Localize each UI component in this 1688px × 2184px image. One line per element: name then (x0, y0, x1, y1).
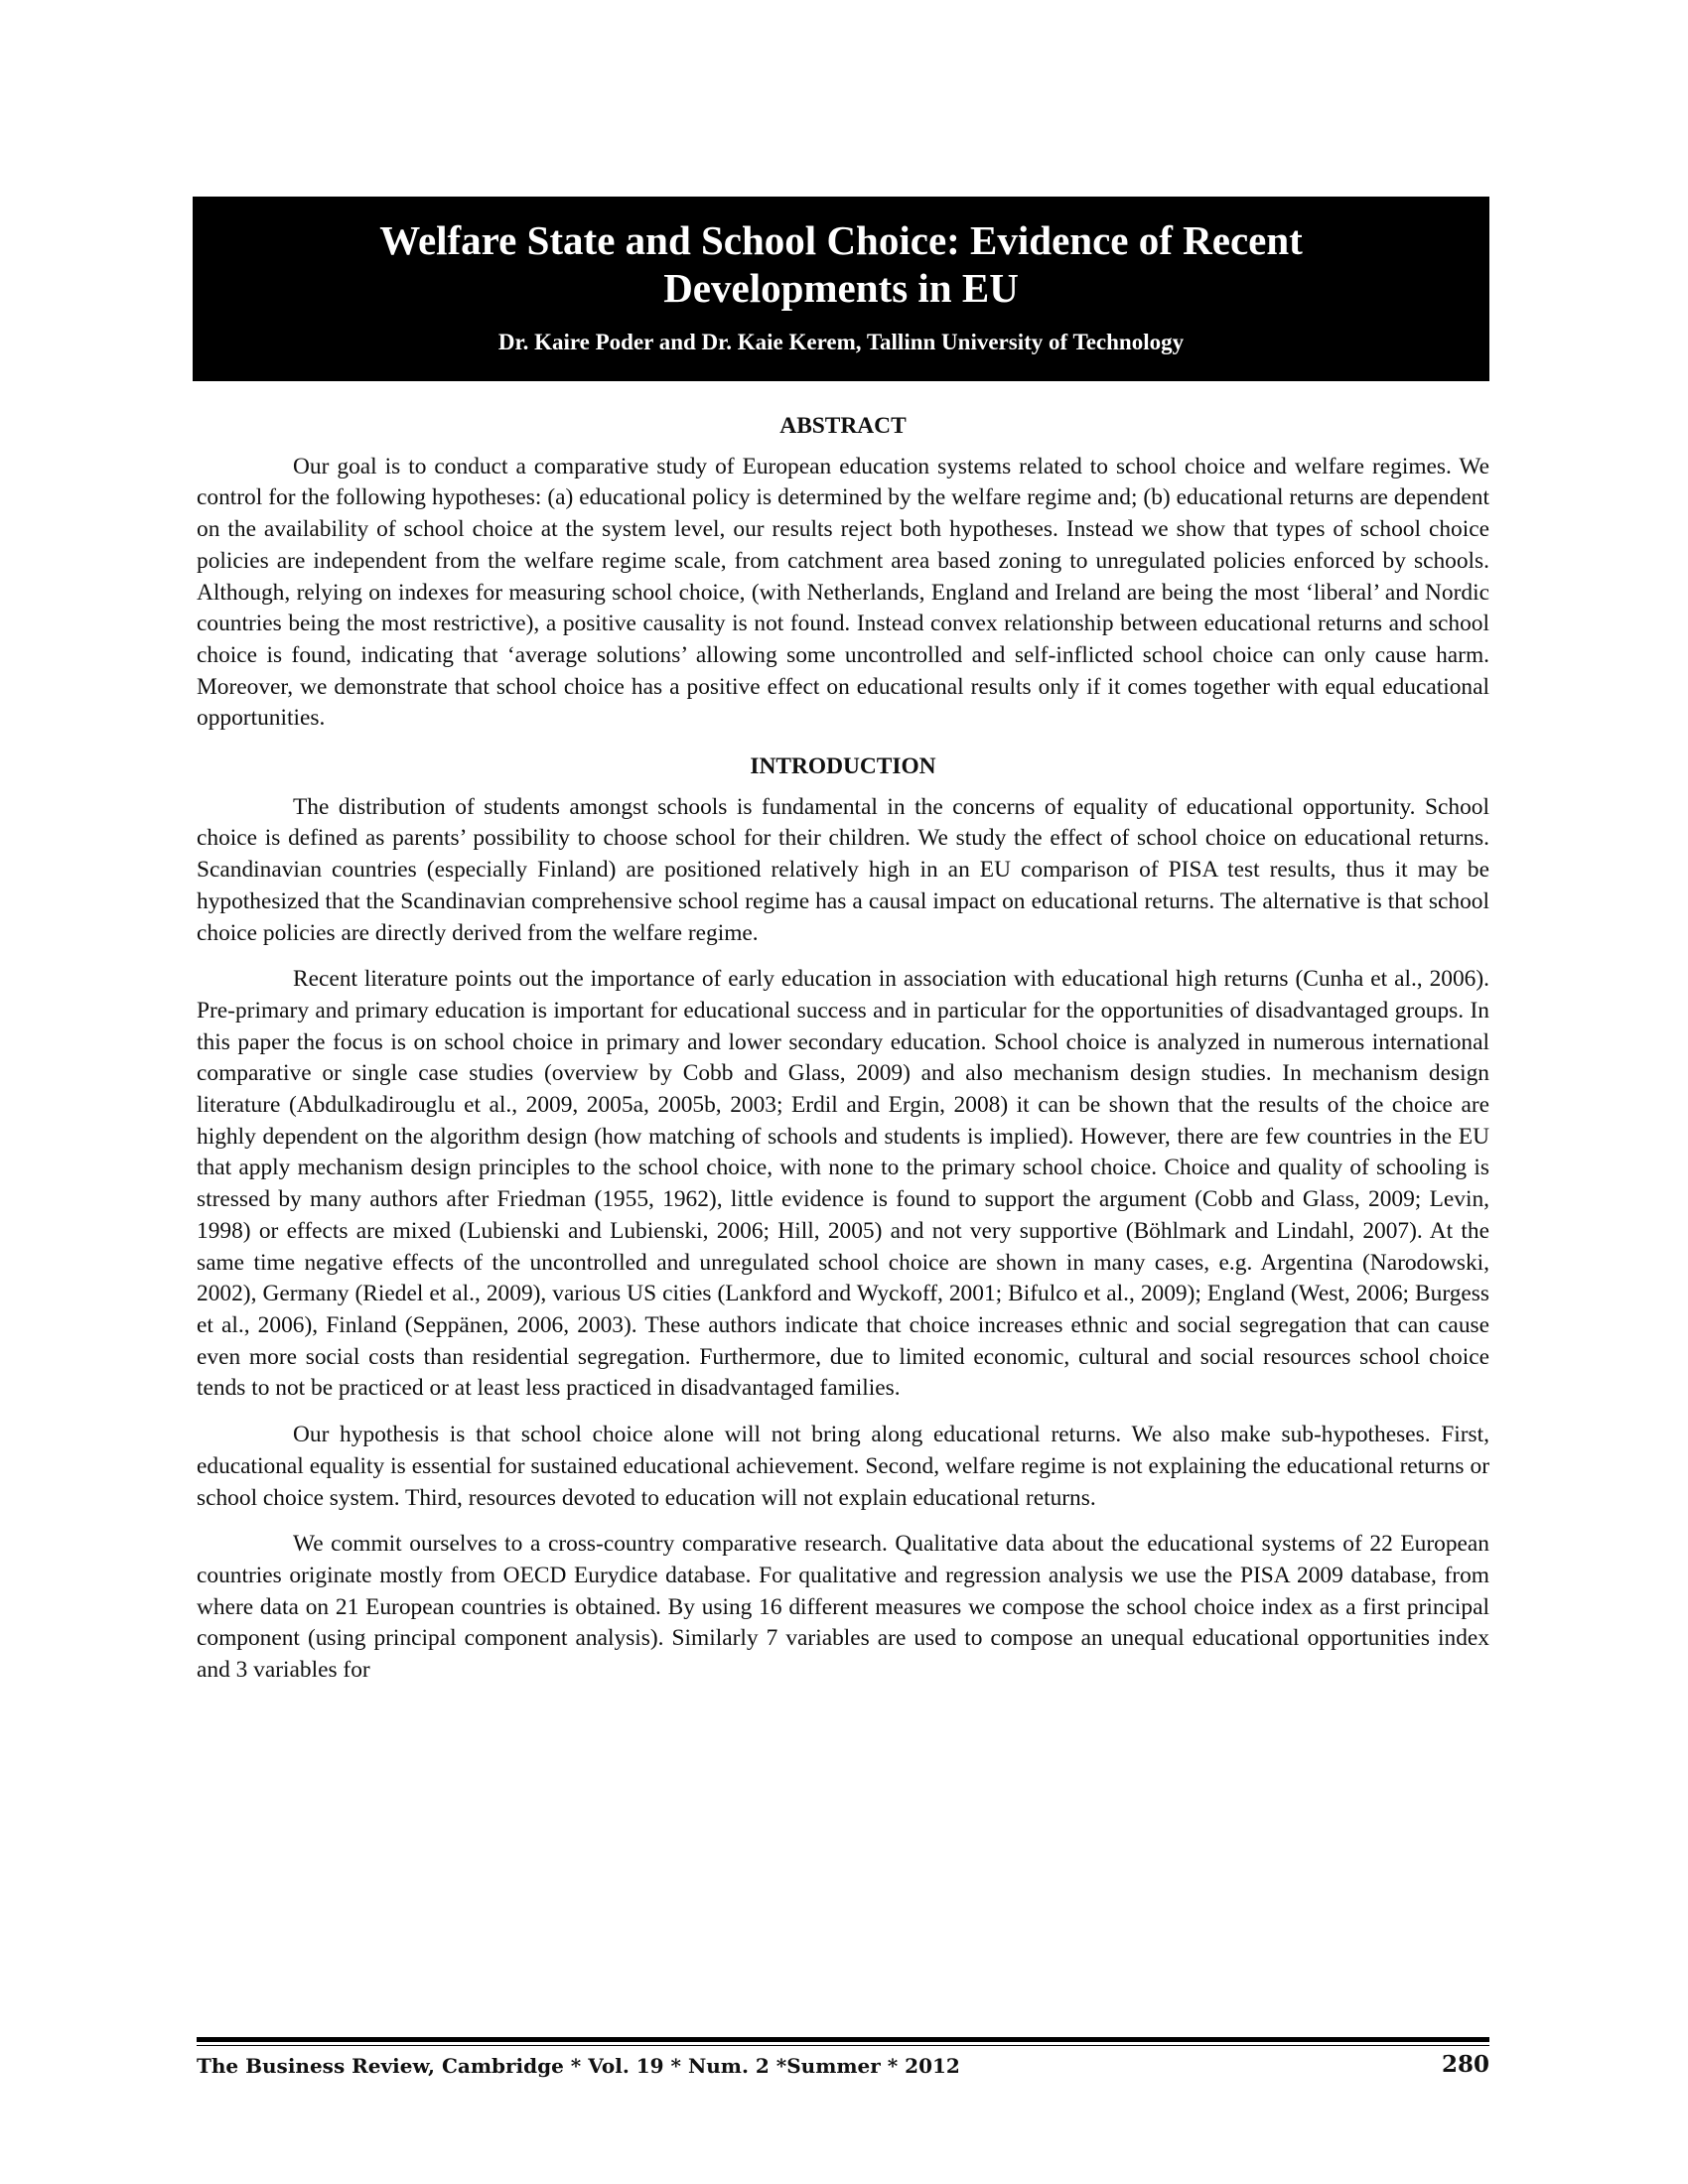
title-banner (193, 197, 1489, 381)
journal-citation: The Business Review, Cambridge * Vol. 19 * Num. 2 *Summer * 2012 (197, 2054, 960, 2078)
intro-paragraph-3: Our hypothesis is that school choice alone will not bring along educational returns. We also make sub-hypotheses. First, educational equality is essential for sustained educational achievement. Second, welfare regime is not explaining the educational returns or school choice system. Third, resources devoted to education will not explain educational returns. (197, 1422, 1489, 1511)
footer-rule-thin (197, 2045, 1489, 2046)
paper-title-line-2: Developments in EU (663, 265, 1019, 311)
intro-paragraph-1: The distribution of students amongst schools is fundamental in the concerns of equality of educational opportunity. School choice is defined as parents’ possibility to choose school for their children. We study the effect of school choice on educational returns. Scandinavian countries (especially Finland) are positioned relatively high in an EU comparison of PISA test results, thus it may be hypothesized that the Scandinavian comprehensive school regime has a causal impact on educational returns. The alternative is that school choice policies are directly derived from the welfare regime. (197, 793, 1489, 946)
page-number: 280 (1441, 2051, 1489, 2078)
author-line: Dr. Kaire Poder and Dr. Kaie Kerem, Tallinn University of Technology (497, 330, 1185, 354)
abstract-paragraph: Our goal is to conduct a comparative study of European education systems related to school choice and welfare regimes. We control for the following hypotheses: (a) educational policy is determined by the welfare regime and; (b) educational returns are dependent on the availability of school choice at the system level, our results reject both hypotheses. Instead we show that types of school choice policies are independent from the welfare regime scale, from catchment area based zoning to unregulated policies enforced by schools. Although, relying on indexes for measuring school choice, (with Netherlands, England and Ireland are being the most ‘liberal’ and Nordic countries being the most restrictive), a positive causality is not found. Instead convex relationship between educational returns and school choice is found, indicating that ‘average solutions’ allowing some uncontrolled and self-inflicted school choice can only cause harm. Moreover, we demonstrate that school choice has a positive effect on educational results only if it comes together with equal educational opportunities. (197, 453, 1489, 732)
intro-paragraph-4: We commit ourselves to a cross-country comparative research. Qualitative data about the educational systems of 22 European countries originate mostly from OECD Eurydice database. For qualitative and regression analysis we use the PISA 2009 database, from where data on 21 European countries is obtained. By using 16 different measures we compose the school choice index as a first principal component (using principal component analysis). Similarly 7 variables are used to compose an unequal educational opportunities index and 3 variables for (197, 1531, 1489, 1684)
paper-title-line-1: Welfare State and School Choice: Evidence of Recent (379, 217, 1303, 263)
footer-rule-thick (197, 2037, 1489, 2042)
abstract-heading: ABSTRACT (779, 413, 907, 439)
introduction-heading: INTRODUCTION (750, 753, 936, 780)
intro-paragraph-2: Recent literature points out the importance of early education in association with educational high returns (Cunha et al., 2006). Pre-primary and primary education is important for educational success and in particular for the opportunities of disadvantaged groups. In this paper the focus is on school choice in primary and lower secondary education. School choice is analyzed in numerous international comparative or single case studies (overview by Cobb and Glass, 2009) and also mechanism design studies. In mechanism design literature (Abdulkadirouglu et al., 2009, 2005a, 2005b, 2003; Erdil and Ergin, 2008) it can be shown that the results of the choice are highly dependent on the algorithm design (how matching of schools and students is implied). However, there are few countries in the EU that apply mechanism design principles to the school choice, with none to the primary school choice. Choice and quality of schooling is stressed by many authors after Friedman (1955, 1962), little evidence is found to support the argument (Cobb and Glass, 2009; Levin, 1998) or effects are mixed (Lubienski and Lubienski, 2006; Hill, 2005) and not very supportive (Böhlmark and Lindahl, 2007). At the same time negative effects of the uncontrolled and unregulated school choice are shown in many cases, e.g. Argentina (Narodowski, 2002), Germany (Riedel et al., 2009), various US cities (Lankford and Wyckoff, 2001; Bifulco et al., 2009); England (West, 2006; Burgess et al., 2006), Finland (Seppänen, 2006, 2003). These authors indicate that choice increases ethnic and social segregation that can cause even more social costs than residential segregation. Furthermore, due to limited economic, cultural and social resources school choice tends to not be practiced or at least less practiced in disadvantaged families. (197, 966, 1489, 1402)
paper-body (197, 411, 1489, 1687)
